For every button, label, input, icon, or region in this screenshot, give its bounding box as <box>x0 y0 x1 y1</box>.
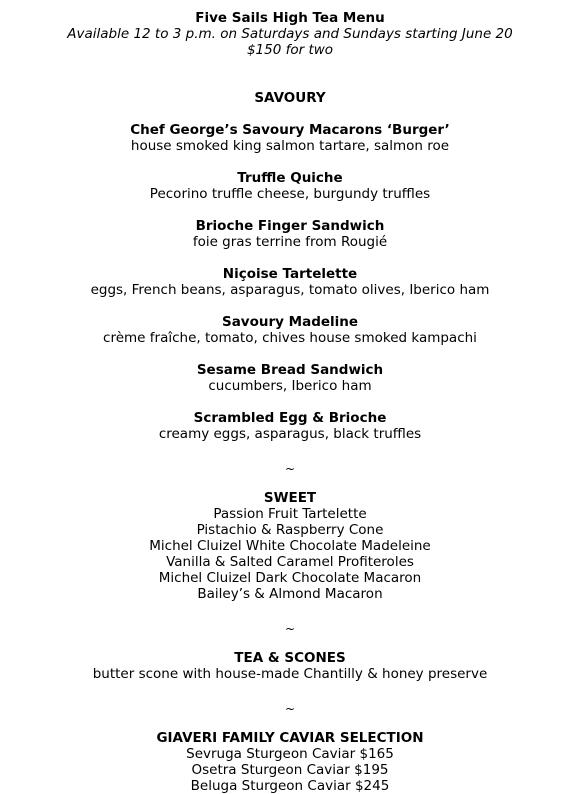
sweet-item: Michel Cluizel Dark Chocolate Macaron <box>158 570 422 586</box>
section-separator: ~ <box>284 702 296 716</box>
tea-heading: TEA & SCONES <box>234 650 346 666</box>
sweet-section <box>0 490 580 602</box>
savoury-item-name: Brioche Finger Sandwich <box>195 218 385 234</box>
sweet-item: Vanilla & Salted Caramel Profiteroles <box>166 554 414 570</box>
sweet-item: Passion Fruit Tartelette <box>213 506 367 522</box>
tea-desc: butter scone with house-made Chantilly & honey preserve <box>92 666 488 682</box>
sweet-item: Michel Cluizel White Chocolate Madeleine <box>149 538 431 554</box>
savoury-section <box>0 90 580 442</box>
savoury-item-name: Truffle Quiche <box>237 170 343 186</box>
savoury-item-desc: eggs, French beans, asparagus, tomato olives, Iberico ham <box>90 282 490 298</box>
savoury-item-name: Niçoise Tartelette <box>222 266 358 282</box>
sweet-item: Bailey’s & Almond Macaron <box>197 586 383 602</box>
savoury-item <box>0 170 580 202</box>
savoury-item-desc: crème fraîche, tomato, chives house smoked kampachi <box>103 330 477 346</box>
savoury-item-name: Sesame Bread Sandwich <box>196 362 384 378</box>
section-separator: ~ <box>284 462 296 476</box>
savoury-item-desc: creamy eggs, asparagus, black truffles <box>158 426 422 442</box>
savoury-item-name: Scrambled Egg & Brioche <box>193 410 387 426</box>
menu-header <box>0 10 580 58</box>
savoury-item-name: Chef George’s Savoury Macarons ‘Burger’ <box>130 122 450 138</box>
caviar-section <box>0 730 580 794</box>
savoury-item <box>0 218 580 250</box>
menu-title: Five Sails High Tea Menu <box>195 10 385 26</box>
savoury-item <box>0 122 580 154</box>
savoury-item <box>0 362 580 394</box>
tea-section <box>0 650 580 682</box>
savoury-item <box>0 410 580 442</box>
savoury-item-desc: foie gras terrine from Rougié <box>192 234 388 250</box>
caviar-item: Beluga Sturgeon Caviar $245 <box>190 778 390 794</box>
savoury-item-desc: Pecorino truffle cheese, burgundy truffles <box>149 186 431 202</box>
caviar-item: Osetra Sturgeon Caviar $195 <box>191 762 389 778</box>
caviar-heading: GIAVERI FAMILY CAVIAR SELECTION <box>156 730 424 746</box>
savoury-item-desc: cucumbers, Iberico ham <box>208 378 372 394</box>
price-text: $150 for two <box>246 42 334 58</box>
savoury-item <box>0 266 580 298</box>
sweet-heading: SWEET <box>263 490 317 506</box>
availability-text: Available 12 to 3 p.m. on Saturdays and Sundays starting June 20 <box>67 26 513 42</box>
savoury-heading: SAVOURY <box>254 90 326 106</box>
savoury-item-desc: house smoked king salmon tartare, salmon roe <box>130 138 450 154</box>
savoury-item <box>0 314 580 346</box>
savoury-item-name: Savoury Madeline <box>221 314 359 330</box>
section-separator: ~ <box>284 622 296 636</box>
caviar-item: Sevruga Sturgeon Caviar $165 <box>186 746 394 762</box>
sweet-item: Pistachio & Raspberry Cone <box>196 522 384 538</box>
